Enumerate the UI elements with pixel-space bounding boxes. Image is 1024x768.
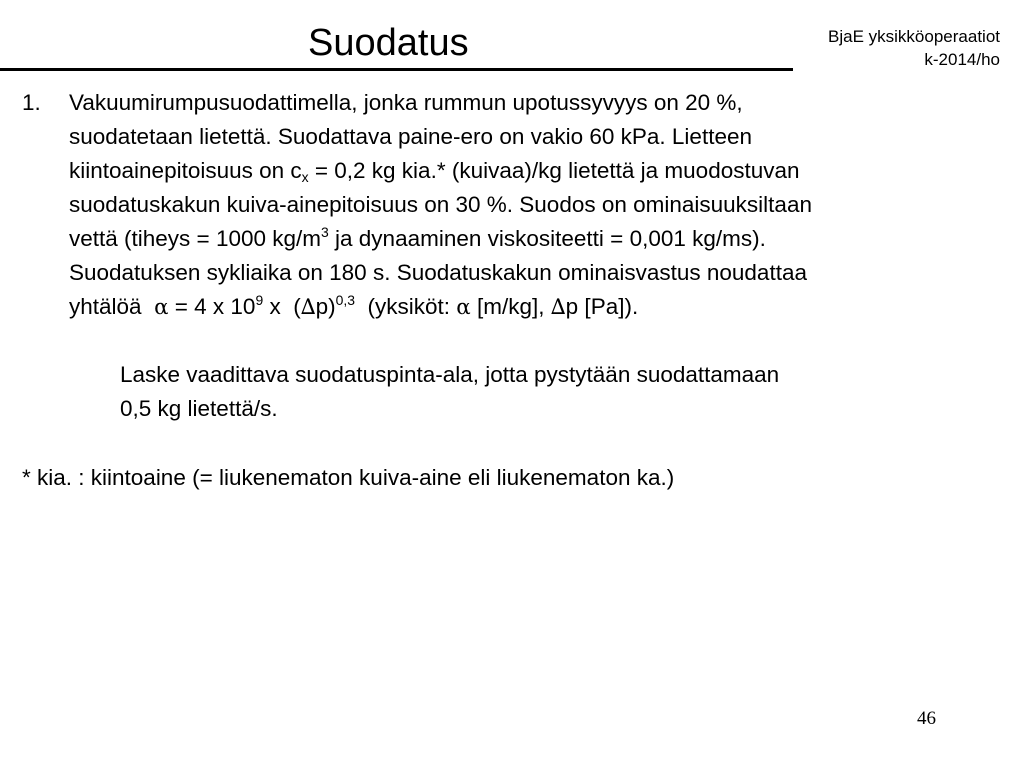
task-line-1: Laske vaadittava suodatuspinta-ala, jotta pystytään suodattamaan: [120, 362, 780, 387]
footnote: * kia. : kiintoaine (= liukenematon kuiva-aine eli liukenematon ka.): [22, 465, 675, 490]
text-span: yhtälöä: [69, 294, 155, 319]
problem-line-5: [69, 222, 1012, 256]
text-span: vettä (tiheys = 1000 kg/m: [69, 226, 322, 251]
text-span: p): [315, 294, 336, 319]
text-span: [m/kg],: [470, 294, 551, 319]
delta-symbol: ∆: [300, 295, 316, 320]
title-underline: [0, 68, 793, 71]
subscript-x: x: [301, 169, 309, 186]
superscript-3: 3: [321, 224, 329, 241]
course-info: [828, 25, 1000, 71]
course-term: k-2014/ho: [924, 50, 1000, 69]
text-span: (yksiköt:: [355, 294, 457, 319]
alpha-symbol: α: [154, 295, 169, 320]
text-span: p [Pa]).: [565, 294, 639, 319]
problem-line-2: suodatetaan lietettä. Suodattava paine-ero on vakio 60 kPa. Lietteen: [69, 124, 752, 149]
page-number: 46: [917, 708, 936, 729]
problem-line-1: Vakuumirumpusuodattimella, jonka rummun upotussyvyys on 20 %,: [69, 90, 743, 115]
slide-title: Suodatus: [308, 22, 469, 64]
text-span: = 4 x 10: [168, 294, 256, 319]
problem-line-3: [69, 154, 1012, 188]
text-span: kiintoainepitoisuus on c: [69, 158, 302, 183]
problem-line-7: [69, 290, 1012, 325]
superscript-exponent: 0,3: [335, 292, 356, 309]
text-span: = 0,2 kg kia.* (kuivaa)/kg lietettä ja muodostuvan: [308, 158, 800, 183]
course-name: BjaE yksikköoperaatiot: [828, 27, 1000, 46]
problem-number: 1.: [22, 90, 41, 115]
task-instruction: [120, 358, 779, 426]
text-span: x (: [263, 294, 301, 319]
superscript-9: 9: [255, 292, 264, 309]
text-span: ja dynaaminen viskositeetti = 0,001 kg/ms).: [328, 226, 766, 251]
problem-text: [69, 86, 1012, 325]
problem-line-6: Suodatuksen sykliaika on 180 s. Suodatuskakun ominaisvastus noudattaa: [69, 260, 807, 285]
task-line-2: 0,5 kg lietettä/s.: [120, 396, 278, 421]
alpha-symbol: α: [456, 295, 471, 320]
problem-1: [22, 86, 1012, 325]
delta-symbol: ∆: [550, 295, 566, 320]
problem-line-4: suodatuskakun kuiva-ainepitoisuus on 30 %. Suodos on ominaisuuksiltaan: [69, 192, 812, 217]
